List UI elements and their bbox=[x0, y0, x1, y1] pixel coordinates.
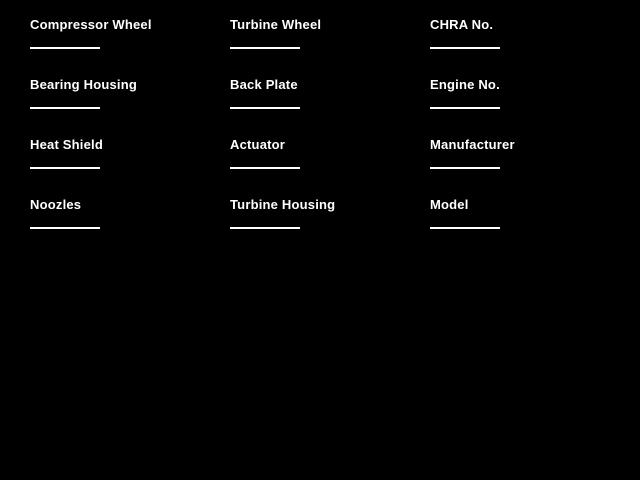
field-bearing-housing bbox=[30, 78, 230, 138]
field-turbine-wheel bbox=[230, 18, 430, 78]
field-model bbox=[430, 198, 630, 258]
field-chra-no bbox=[430, 18, 630, 78]
field-input-line[interactable] bbox=[430, 227, 500, 229]
field-input-line[interactable] bbox=[230, 167, 300, 169]
field-input-line[interactable] bbox=[30, 47, 100, 49]
field-label: Turbine Wheel bbox=[230, 17, 322, 32]
field-label: Manufacturer bbox=[430, 137, 515, 152]
field-input-line[interactable] bbox=[230, 227, 300, 229]
field-back-plate bbox=[230, 78, 430, 138]
field-label: Turbine Housing bbox=[230, 197, 336, 212]
field-label: Model bbox=[430, 197, 469, 212]
field-label: Engine No. bbox=[430, 77, 500, 92]
field-label: Heat Shield bbox=[30, 137, 103, 152]
field-input-line[interactable] bbox=[230, 47, 300, 49]
field-label: Compressor Wheel bbox=[30, 17, 152, 32]
field-actuator bbox=[230, 138, 430, 198]
field-input-line[interactable] bbox=[430, 107, 500, 109]
field-heat-shield bbox=[30, 138, 230, 198]
field-label: Noozles bbox=[30, 197, 82, 212]
form-field-grid bbox=[30, 18, 630, 258]
field-engine-no bbox=[430, 78, 630, 138]
field-input-line[interactable] bbox=[430, 167, 500, 169]
field-label: Bearing Housing bbox=[30, 77, 138, 92]
field-noozles bbox=[30, 198, 230, 258]
field-input-line[interactable] bbox=[230, 107, 300, 109]
field-compressor-wheel bbox=[30, 18, 230, 78]
field-input-line[interactable] bbox=[30, 167, 100, 169]
field-turbine-housing bbox=[230, 198, 430, 258]
field-input-line[interactable] bbox=[430, 47, 500, 49]
field-label: CHRA No. bbox=[430, 17, 494, 32]
field-label: Actuator bbox=[230, 137, 286, 152]
field-input-line[interactable] bbox=[30, 227, 100, 229]
field-label: Back Plate bbox=[230, 77, 298, 92]
field-input-line[interactable] bbox=[30, 107, 100, 109]
field-manufacturer bbox=[430, 138, 630, 198]
